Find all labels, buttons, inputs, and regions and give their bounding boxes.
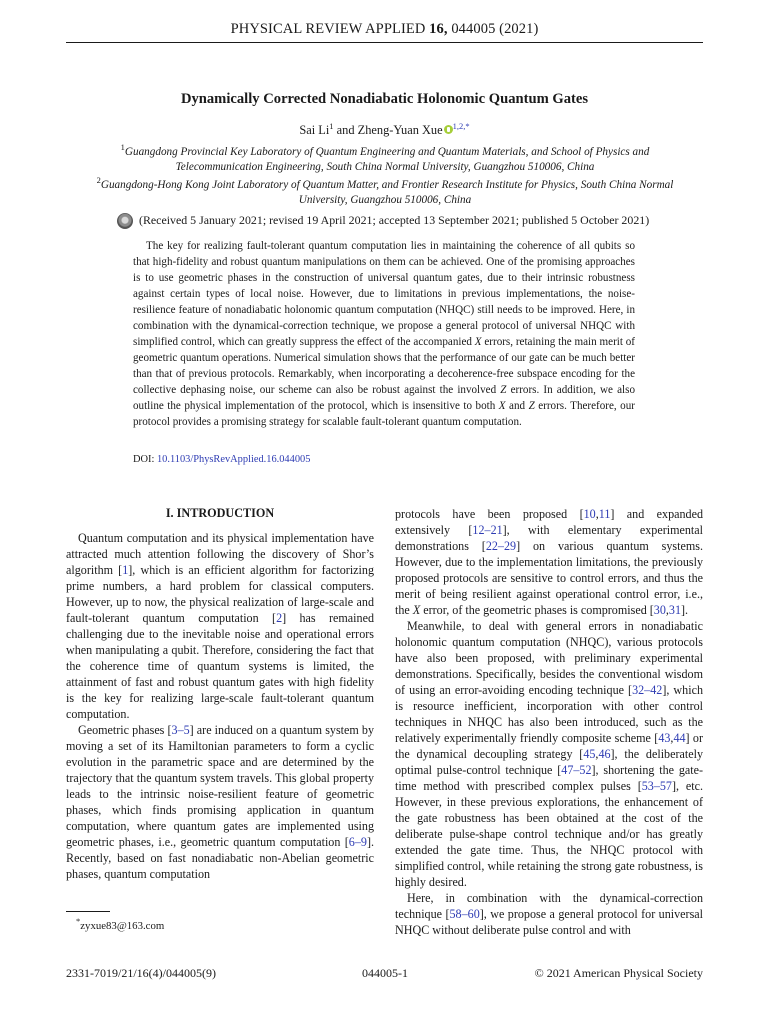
- paragraph-text: ,: [670, 731, 674, 745]
- journal-header: [66, 21, 703, 38]
- affiliation-text: Guangdong-Hong Kong Joint Laboratory of Quantum Matter, and Frontier Research Institute for Physics, South China Normal University, Guangzhou 510006, China: [100, 179, 674, 206]
- paragraph-text: ], shortening the gate-time method with prescribed complex pulses [: [395, 763, 704, 793]
- header-rule: [66, 42, 703, 43]
- paragraph-text: Meanwhile, to deal with general errors in nonadiabatic holonomic quantum computation (NHQC), various protocols have also been proposed, with preliminary experimental demonstrations. Specifically, besides the conventional wisdom of using an error-avoiding encoding technique [: [395, 619, 703, 697]
- citation-link[interactable]: 32–42: [632, 683, 663, 697]
- left-column: [66, 530, 374, 882]
- affiliation-mark: 2: [96, 175, 101, 185]
- paragraph-text: ].: [681, 603, 689, 617]
- publication-dates: (Received 5 January 2021; revised 19 April 2021; accepted 13 September 2021; published 5 October 2021): [139, 213, 650, 227]
- crossmark-icon[interactable]: [117, 213, 133, 229]
- citation-link[interactable]: 46: [598, 747, 611, 761]
- page-number: 044005-1: [362, 966, 408, 980]
- paragraph-text: Geometric phases [: [78, 723, 172, 737]
- citation-link[interactable]: 6–9: [348, 835, 367, 849]
- orcid-icon[interactable]: [444, 125, 453, 134]
- affiliation-text: Guangdong Provincial Key Laboratory of Quantum Engineering and Quantum Materials, and School of Physics and Telecommunication Engineering, South China Normal University, Guangzhou 510006, China: [124, 146, 650, 173]
- author-affiliation-link[interactable]: 1,2,*: [452, 121, 470, 131]
- citation-link[interactable]: 53–57: [641, 779, 672, 793]
- citation-link[interactable]: 43: [658, 731, 671, 745]
- abstract-text: The key for realizing fault-tolerant quantum computation lies in maintaining the coherence of all qubits so that high-fidelity and robust quantum manipulations on them can be achieved. One of the promising approaches is to use geometric phases in the construction of universal quantum gates, due to their intrinsic robustness against certain types of local noise. However, due to limitations in previous implementations, the noise-resilience feature of nonadiabatic holonomic quantum computation (NHQC) still needs to be improved. Here, in combination with the dynamical-correction technique, we propose a general protocol of universal NHQC with simplified control, which can greatly suppress the effect of the accompanied: [133, 240, 635, 348]
- footnote: [76, 916, 164, 932]
- corresponding-email[interactable]: zyxue83@163.com: [80, 920, 165, 932]
- author-name: Zheng-Yuan Xue: [357, 123, 443, 137]
- abstract-symbol: X: [498, 400, 506, 412]
- author-connector: and: [333, 123, 358, 137]
- abstract-symbol: X: [474, 336, 482, 348]
- affiliation: [90, 173, 680, 208]
- paragraph: [395, 618, 703, 890]
- footnote-rule: [66, 911, 110, 912]
- paragraph-text: ], etc. However, in these previous explorations, the enhancement of the gate robustness has been obtained at the cost of the deliberate pulse-shape control technique and/or has greatly extended the gate time. Thus, the NHQC protocol with simplified control, while retaining the strong gate robustness, is highly desired.: [395, 779, 703, 889]
- citation-link[interactable]: 10: [583, 507, 596, 521]
- paragraph-text: ], with elementary experimental demonstrations [: [395, 523, 703, 553]
- journal-volume: 16,: [429, 21, 448, 37]
- citation-link[interactable]: 12–21: [472, 523, 503, 537]
- section-heading: I. INTRODUCTION: [165, 506, 275, 520]
- citation-link[interactable]: 44: [673, 731, 686, 745]
- paragraph-text: Quantum computation and its physical implementation have attracted much attention following the discovery of Shor’s algorithm [: [66, 531, 374, 577]
- paragraph-text: ], which is an efficient algorithm for factorizing prime numbers, a hard problem for classical computers. However, up to now, the physical realization of large-scale and fault-tolerant quantum computation [: [66, 563, 375, 625]
- citation-link[interactable]: 45: [583, 747, 596, 761]
- citation-link[interactable]: 22–29: [485, 539, 517, 553]
- paragraph-text: ] or the dynamical decoupling strategy [: [395, 731, 703, 761]
- author-affiliation-mark: 1: [329, 121, 334, 131]
- paragraph: [395, 506, 703, 618]
- doi-link[interactable]: 10.1103/PhysRevApplied.16.044005: [156, 454, 311, 465]
- paragraph-text: protocols have been proposed [: [395, 507, 584, 521]
- citation-link[interactable]: 2: [276, 611, 283, 625]
- abstract-text: errors. In addition, we also outline the physical implementation of the protocol, which is insensitive to both: [133, 384, 635, 412]
- paragraph-text: ] on various quantum systems. However, due to the implementation limitations, the previously proposed protocols are sensitive to control errors, and thus the merit of being resilient against operational control error, i.e., the: [395, 539, 704, 617]
- paragraph-text: ], which is resource inefficient, incorporation with other control techniques in NHQC has also been introduced, such as the relatively experimentally friendly composite scheme [: [395, 683, 703, 745]
- paragraph-text: ] and expanded extensively [: [395, 507, 704, 537]
- paragraph-text: ,: [595, 507, 599, 521]
- author-list: [66, 121, 703, 138]
- paragraph-text: ]. Recently, based on fast nonadiabatic non-Abelian geometric phases, quantum computation: [66, 835, 374, 881]
- paragraph-text: ] are induced on a quantum system by moving a set of its Hamiltonian parameters to form a cyclic evolution in the parametric space and are determined by the trajectory that the quantum system travels. This global property leads to the intrinsic noise-resilient feature of geometric phases, which finds promising application in quantum computation, where quantum gates are implemented using geometric phases, i.e., geometric quantum computation [: [66, 723, 374, 849]
- affiliation: [90, 140, 680, 175]
- paragraph-text: Here, in combination with the dynamical-correction technique [: [395, 891, 703, 921]
- abstract-text: and: [505, 400, 529, 412]
- copyright: © 2021 American Physical Society: [534, 966, 703, 980]
- paper-title: Dynamically Corrected Nonadiabatic Holonomic Quantum Gates: [180, 91, 589, 107]
- citation-link[interactable]: 58–60: [449, 907, 480, 921]
- abstract-text: errors. Therefore, our protocol provides a promising strategy for scalable fault-tolerant quantum computation.: [133, 400, 635, 428]
- abstract-symbol: Z: [528, 400, 535, 412]
- citation-link[interactable]: 47–52: [561, 763, 592, 777]
- paragraph: [66, 722, 374, 882]
- right-column: [395, 506, 703, 938]
- doi-label: DOI:: [133, 454, 157, 465]
- paragraph-text: ,: [665, 603, 669, 617]
- abstract-symbol: Z: [500, 384, 507, 396]
- citation-link[interactable]: 1: [122, 563, 129, 577]
- paragraph: [66, 530, 374, 722]
- paragraph-text: ], the deliberately optimal pulse-control technique [: [395, 747, 703, 777]
- author-name: Sai Li: [299, 123, 330, 137]
- paragraph: [395, 890, 703, 938]
- citation-link[interactable]: 31: [668, 603, 682, 617]
- affiliation-mark: 1: [120, 142, 125, 152]
- paragraph-text: ,: [595, 747, 599, 761]
- paragraph-text: ] has remained challenging due to the inevitable noise and operational errors when manipulating a qubit. Therefore, considering the fact that the coherence time of quantum systems is limited, the attainment of fast and robust quantum gates with high fidelity is the key for realizing large-scale fault-tolerant quantum computation.: [66, 611, 374, 721]
- error-symbol: X: [412, 603, 421, 617]
- article-number: 044005 (2021): [451, 21, 539, 37]
- citation-link[interactable]: 30: [653, 603, 666, 617]
- journal-name: PHYSICAL REVIEW APPLIED: [230, 21, 426, 37]
- paragraph-text: error, of the geometric phases is compromised [: [420, 603, 654, 617]
- footnote-mark: *: [76, 916, 81, 926]
- citation-link[interactable]: 3–5: [171, 723, 190, 737]
- footer-issn: 2331-7019/21/16(4)/044005(9): [66, 966, 216, 980]
- abstract-text: errors, retaining the main merit of geometric quantum operations. Numerical simulation shows that the performance of our gate can be much better than that of previous protocols. Remarkably, when incorporating a decoherence-free subspace encoding for the collective dephasing noise, our scheme can also be robust against the involved: [133, 336, 635, 396]
- abstract: [133, 238, 635, 430]
- paragraph-text: ], we propose a general protocol for universal NHQC without deliberate pulse control and with: [395, 907, 704, 937]
- citation-link[interactable]: 11: [598, 507, 611, 521]
- doi: [133, 454, 310, 465]
